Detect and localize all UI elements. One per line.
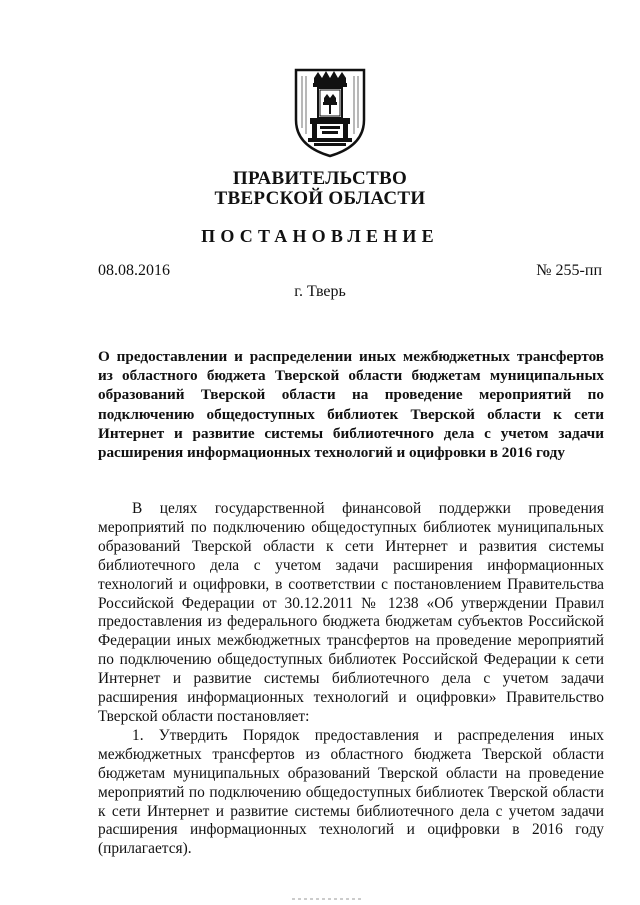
body-paragraph: 1. Утвердить Порядок предоставления и распределения иных межбюджетных трансфертов из областного бюджета Тверской области бюджетам муниципальных образований Тверской области на проведение мероприятий по подключению общедоступных библиотек Тверской области к сети Интернет и развитие системы библиотечного дела с учетом задачи расширения информационных технологий и оцифровки в 2016 году (прилагается).	[98, 726, 604, 858]
tver-coat-of-arms-icon	[292, 68, 368, 158]
org-name-line1: ПРАВИТЕЛЬСТВО	[232, 168, 408, 189]
body-paragraph: В целях государственной финансовой поддержки проведения мероприятий по подключению общедоступных библиотек муниципальных образований Тверской области к сети Интернет и развития системы библиотечного дела с учетом задачи расширения информационных технологий и оцифровки, в соответствии с постановлением Правительства Российской Федерации от 30.12.2011 № 1238 «Об утверждении Правил предоставления из федерального бюджета бюджетам субъектов Российской Федерации иных межбюджетных трансфертов на проведение мероприятий по подключению общедоступных библиотек Российской Федерации к сети Интернет и развитие системы библиотечного дела с учетом задачи расширения информационных технологий и оцифровки» Правительство Тверской области постановляет:	[98, 500, 604, 725]
document-body	[98, 500, 604, 859]
org-name-line2: ТВЕРСКОЙ ОБЛАСТИ	[214, 188, 426, 209]
document-city: г. Тверь	[294, 283, 346, 300]
page-edge-mark	[292, 898, 362, 900]
document-date: 08.08.2016	[98, 262, 170, 279]
document-type: ПОСТАНОВЛЕНИЕ	[201, 226, 439, 246]
document-number: № 255-пп	[536, 262, 602, 279]
document-title: О предоставлении и распределении иных межбюджетных трансфертов из областного бюджета Тверской области бюджетам муниципальных образований Тверской области на проведение мероприятий по подключению общедоступных библиотек Тверской области к сети Интернет и развитие системы библиотечного дела с учетом задачи расширения информационных технологий и оцифровки в 2016 году	[98, 348, 604, 462]
